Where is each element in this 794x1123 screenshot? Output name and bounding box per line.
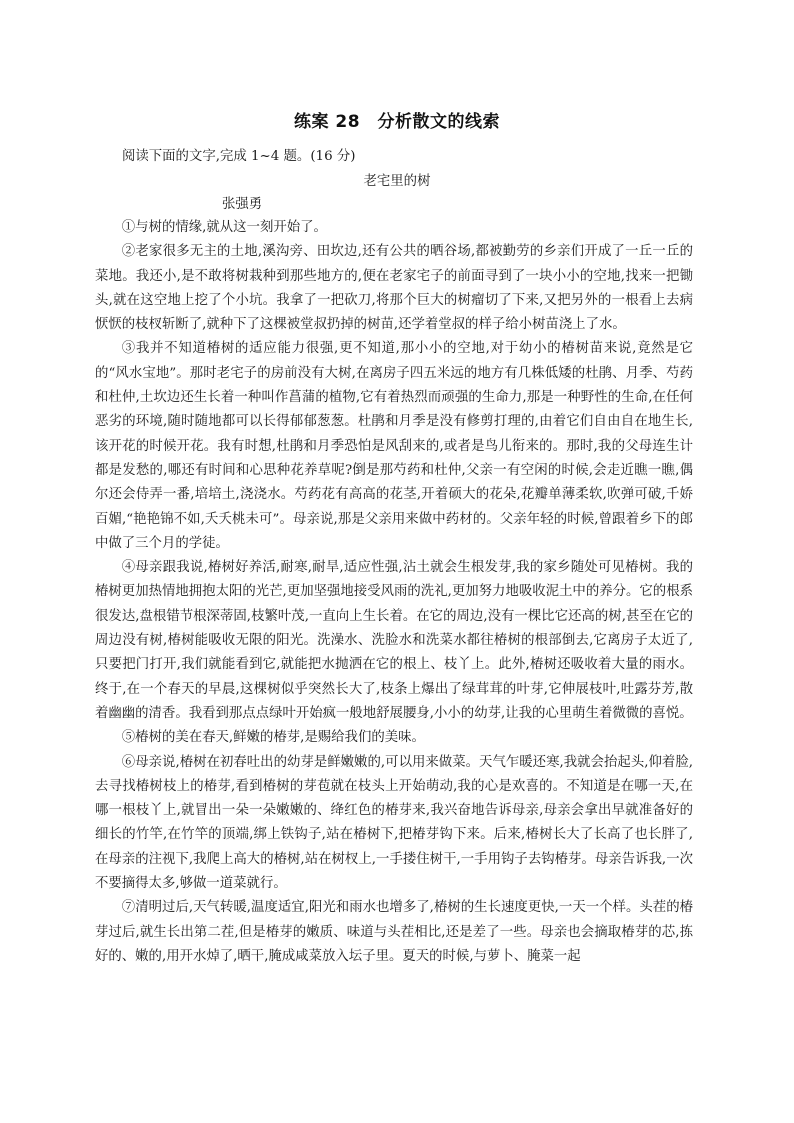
paragraph-1: ①与树的情缘,就从这一刻开始了。 — [121, 220, 327, 235]
paragraph-7: ⑦清明过后,天气转暖,温度适宜,阳光和雨水也增多了,椿树的生长速度更快,一天一个样。头茬的椿芽过后,就生长出第二茬,但是椿芽的嫩质、味道与头茬相比,还是差了一些。母亲也会摘取椿芽的芯,拣好的、嫩的,用开水焯了,晒干,腌成咸菜放入坛子里。夏天的时候,与萝卜、腌菜一起 — [95, 900, 693, 964]
paragraph-3: ③我并不知道椿树的适应能力很强,更不知道,那小小的空地,对于幼小的椿树苗来说,竟然是它的“风水宝地”。那时老宅子的房前没有大树,在离房子四五米远的地方有几株低矮的杜鹃、月季、芍药和杜仲,土坎边还生长着一种叫作菖蒲的植物,它有着热烈而顽强的生命力,那是一种野性的生命,在任何恶劣的环境,随时随地都可以长得郁郁葱葱。杜鹃和月季是没有修剪打理的,由着它们自由自在地生长,该开花的时候开花。我有时想,杜鹃和月季恐怕是风刮来的,或者是鸟儿衔来的。那时,我的父母连生计都是发愁的,哪还有时间和心思种花养草呢?倒是那芍药和杜仲,父亲一有空闲的时候,会走近瞧一瞧,偶尔还会侍弄一番,培培土,浇浇水。芍药花有高高的花茎,开着硕大的花朵,花瓣单薄柔软,吹弹可破,千娇百媚,“艳艳锦不如,夭夭桃未可”。母亲说,那是父亲用来做中药材的。父亲年轻的时候,曾跟着乡下的郎中做了三个月的学徒。 — [95, 341, 693, 551]
question-instruction: 阅读下面的文字,完成 1~4 题。(16 分) — [122, 149, 356, 164]
article-body — [95, 216, 693, 969]
paragraph-4: ④母亲跟我说,椿树好养活,耐寒,耐旱,适应性强,沾土就会生根发芽,我的家乡随处可见椿树。我的椿树更加热情地拥抱太阳的光芒,更加坚强地接受风雨的洗礼,更加努力地吸收泥土中的养分。它的根系很发达,盘根错节根深蒂固,枝繁叶茂,一直向上生长着。在它的周边,没有一棵比它还高的树,甚至在它的周边没有树,椿树能吸收无限的阳光。洗澡水、洗脸水和洗菜水都往椿树的根部倒去,它离房子太近了,只要把门打开,我们就能看到它,就能把水抛洒在它的根上、枝丫上。此外,椿树还吸收着大量的雨水。终于,在一个春天的早晨,这棵树似乎突然长大了,枝条上爆出了绿茸茸的叶芽,它伸展枝叶,吐露芬芳,散着幽幽的清香。我看到那点点绿叶开始疯一般地舒展腰身,小小的幼芽,让我的心里萌生着微微的喜悦。 — [95, 560, 693, 721]
paragraph-2: ②老家很多无主的土地,溪沟旁、田坎边,还有公共的晒谷场,都被勤劳的乡亲们开成了一丘一丘的菜地。我还小,是不敢将树栽种到那些地方的,便在老家宅子的前面寻到了一块小小的空地,找来一把锄头,就在这空地上挖了个小坑。我拿了一把砍刀,将那个巨大的树瘤切了下来,又把另外的一根看上去病恹恹的枝杈斩断了,就种下了这棵被堂叔扔掉的树苗,还学着堂叔的样子给小树苗浇上了水。 — [95, 244, 693, 333]
paragraph-6: ⑥母亲说,椿树在初春吐出的幼芽是鲜嫩嫩的,可以用来做菜。天气乍暖还寒,我就会抬起头,仰着脸,去寻找椿树枝上的椿芽,看到椿树的芽苞就在枝头上开始萌动,我的心是欢喜的。不知道是在哪一天,在哪一根枝丫上,就冒出一朵一朵嫩嫩的、绛红色的椿芽来,我兴奋地告诉母亲,母亲会拿出早就准备好的细长的竹竿,在竹竿的顶端,绑上铁钩子,站在椿树下,把椿芽钩下来。后来,椿树长大了长高了也长胖了,在母亲的注视下,我爬上高大的椿树,站在树杈上,一手搂住树干,一手用钩子去钩椿芽。母亲告诉我,一次不要摘得太多,够做一道菜就行。 — [95, 754, 693, 892]
article-title: 老宅里的树 — [363, 174, 431, 189]
article-author: 张强勇 — [222, 197, 263, 212]
page-title: 练案 28 分析散文的线索 — [293, 112, 501, 132]
paragraph-5: ⑤椿树的美在春天,鲜嫩的椿芽,是赐给我们的美味。 — [121, 730, 425, 746]
